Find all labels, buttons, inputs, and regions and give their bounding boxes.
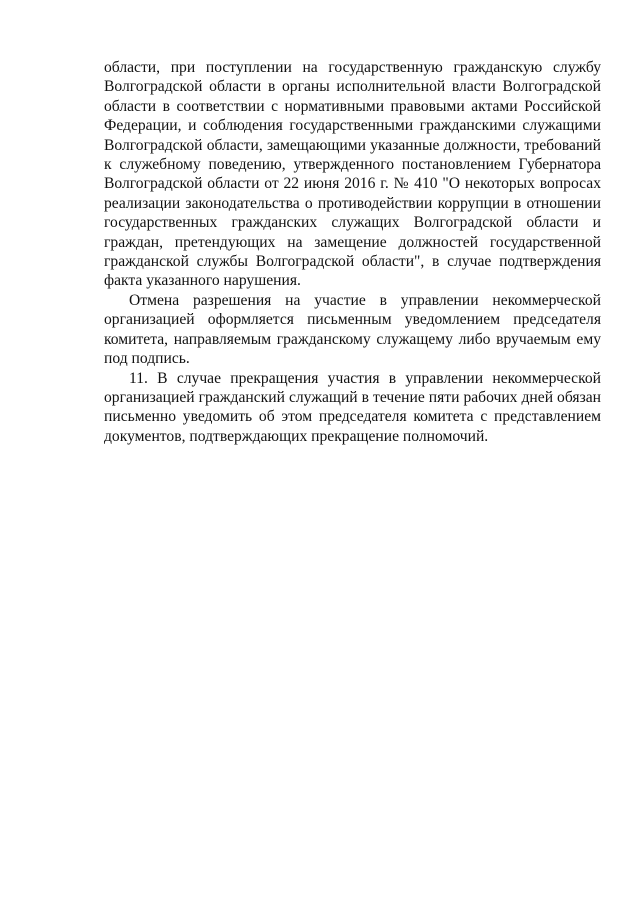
paragraph-permission-revocation: Отмена разрешения на участие в управлении некоммерческой организацией оформляется письменным уведомлением председателя комитета, направляемым гражданскому служащему либо вручаемым ему под подпись. — [104, 291, 601, 368]
paragraph-continuation: области, при поступлении на государственную гражданскую службу Волгоградской области в органы исполнительной власти Волгоградской области в соответствии с нормативными правовыми актами Российской Федерации, и соблюдения государственными гражданскими служащими Волгоградской области, замещающими указанные должности, требований к служебному поведению, утвержденного постановлением Губернатора Волгоградской области от 22 июня 2016 г. № 410 "О некоторых вопросах реализации законодательства о противодействии коррупции в отношении государственных гражданских служащих Волгоградской области и граждан, претендующих на замещение должностей государственной гражданской службы Волгоградской области", в случае подтверждения факта указанного нарушения. — [104, 59, 601, 290]
paragraph-item-11: 11. В случае прекращения участия в управлении некоммерческой организацией гражданский служащий в течение пяти рабочих дней обязан письменно уведомить об этом председателя комитета с представлением документов, подтверждающих прекращение полномочий. — [104, 369, 601, 445]
document-body — [104, 58, 601, 446]
